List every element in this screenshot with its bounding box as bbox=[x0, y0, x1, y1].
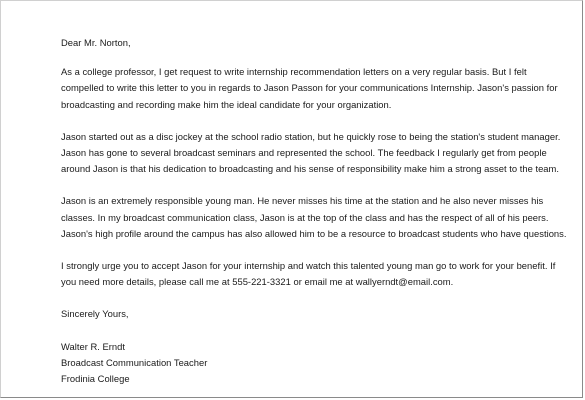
paragraph-line: Jason's high profile around the campus has also allowed him to be a resource to broadcast students who have questions. bbox=[61, 227, 567, 239]
paragraph-recommendation bbox=[61, 258, 576, 290]
signature-title: Broadcast Communication Teacher bbox=[61, 356, 208, 368]
letter-body bbox=[61, 35, 576, 387]
paragraph-line: As a college professor, I get request to write internship recommendation letters on a very regular basis. But I felt bbox=[61, 66, 527, 78]
paragraph-line: broadcasting and recording make him the ideal candidate for your organization. bbox=[61, 98, 392, 110]
paragraph-line: around Jason is that his dedication to broadcasting and his sense of responsibility make him a strong asset to the team. bbox=[61, 163, 559, 175]
paragraph-background bbox=[61, 129, 576, 178]
signature-institution: Frodinia College bbox=[61, 373, 130, 385]
paragraph-line: I strongly urge you to accept Jason for your internship and watch this talented young man go to work for your benefit. If bbox=[61, 260, 556, 272]
paragraph-character bbox=[61, 193, 576, 242]
salutation: Dear Mr. Norton, bbox=[61, 37, 131, 48]
paragraph-line: classes. In my broadcast communication class, Jason is at the top of the class and has the respect of all of his peers. bbox=[61, 211, 549, 223]
signature-block bbox=[61, 339, 576, 388]
paragraph-intro bbox=[61, 64, 576, 113]
paragraph-line: Jason has gone to several broadcast seminars and represented the school. The feedback I regularly get from people bbox=[61, 147, 547, 159]
signature-name: Walter R. Erndt bbox=[61, 340, 126, 352]
paragraph-line: Jason is an extremely responsible young man. He never misses his time at the station and he also never misses his bbox=[61, 195, 544, 207]
paragraph-line: you need more details, please call me at 555-221-3321 or email me at wallyerndt@email.com. bbox=[61, 276, 454, 288]
closing: Sincerely Yours, bbox=[61, 308, 129, 320]
paragraph-line: compelled to write this letter to you in regards to Jason Passon for your communications Internship. Jason's passion for bbox=[61, 82, 558, 94]
paragraph-line: Jason started out as a disc jockey at the school radio station, but he quickly rose to being the station's student manager. bbox=[61, 130, 561, 142]
